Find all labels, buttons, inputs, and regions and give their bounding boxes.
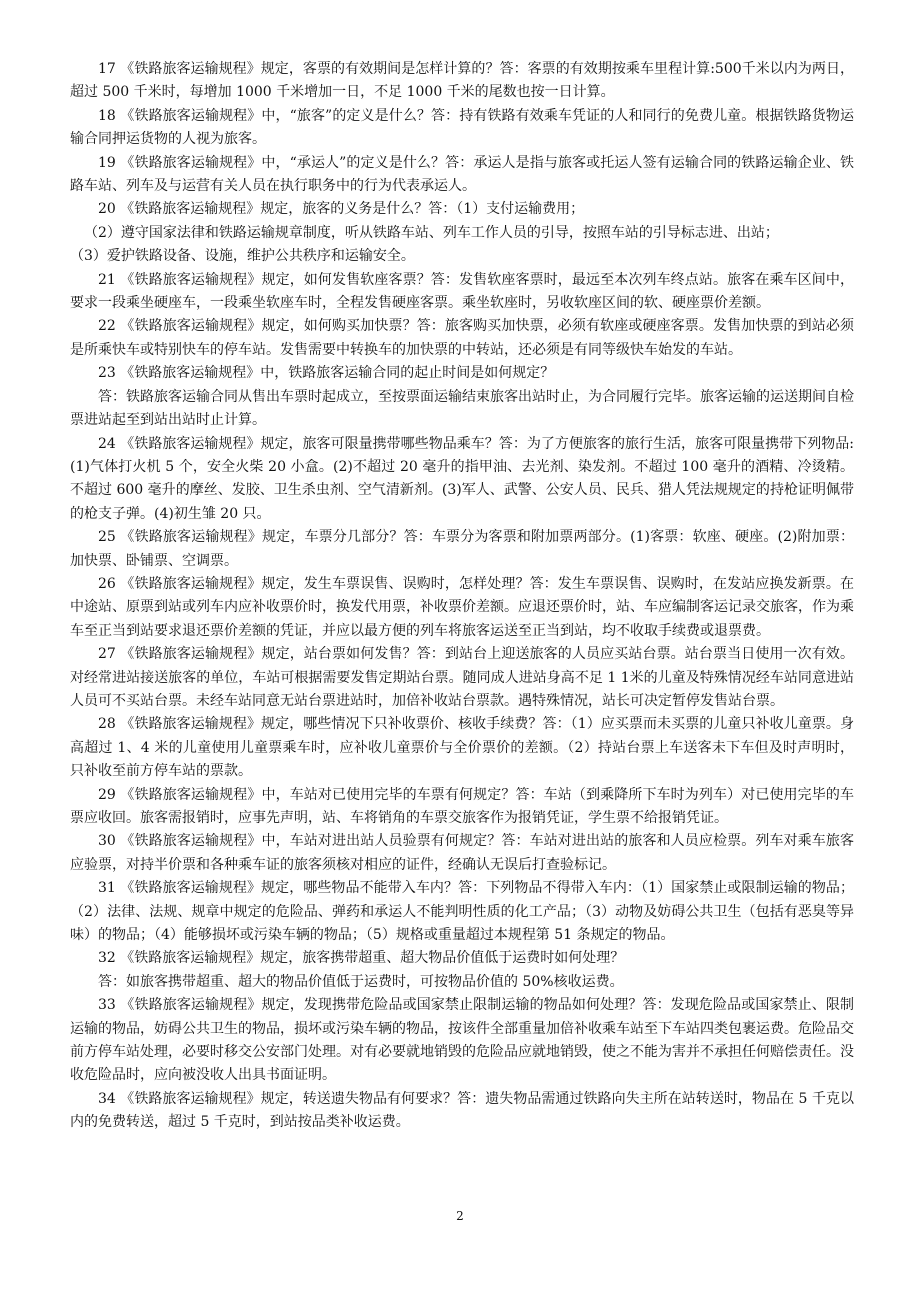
page-number: 2: [456, 1209, 464, 1223]
paragraph: 34 《铁路旅客运输规程》规定，转送遗失物品有何要求？答：遗失物品需通过铁路向失主所在站转送时，物品在 5 千克以内的免费转送，超过 5 千克时，到站按品类补收运费。: [70, 1090, 854, 1131]
paragraph: 22 《铁路旅客运输规程》规定，如何购买加快票？答：旅客购买加快票，必须有软座或硬座客票。发售加快票的到站必须是所乘快车或特别快车的停车站。发售需要中转换车的加快票的中转站，还必须是有同等级快车始发的车站。: [70, 318, 854, 358]
paragraph: 28 《铁路旅客运输规程》规定，哪些情况下只补收票价、核收手续费？答：（1）应买票而未买票的儿童只补收儿童票。身高超过 1、4 米的儿童使用儿童票乘车时，应补收儿童票价与全价票价的差额。（2）持站台票上车送客未下车但及时声明时，只补收至前方停车站的票款。: [70, 716, 854, 780]
paragraph: 31 《铁路旅客运输规程》规定，哪些物品不能带入车内？答：下列物品不得带入车内：（1）国家禁止或限制运输的物品；（2）法律、法规、规章中规定的危险品、弹药和承运人不能判明性质的化工产品；（3）动物及妨碍公共卫生（包括有恶臭等异味）的物品；（4）能够损坏或污染车辆的物品；（5）规格或重量超过本规程第 51 条规定的物品。: [70, 880, 854, 944]
paragraph: （3）爱护铁路设备、设施，维护公共秩序和运输安全。: [70, 248, 415, 265]
paragraph: 18 《铁路旅客运输规程》中，“旅客”的定义是什么？答：持有铁路有效乘车凭证的人和同行的免费儿童。根据铁路货物运输合同押运货物的人视为旅客。: [70, 107, 854, 148]
paragraph: （2）遵守国家法律和铁路运输规章制度，听从铁路车站、列车工作人员的引导，按照车站的引导标志进、出站；: [84, 224, 779, 241]
paragraph: 21 《铁路旅客运输规程》规定，如何发售软座客票？答：发售软座客票时，最远至本次列车终点站。旅客在乘车区间中，要求一段乘坐硬座车，一段乘坐软座车时，全程发售硬座客票。乘坐软座时，另收软座区间的软、硬座票价差额。: [70, 271, 854, 312]
paragraph: 26 《铁路旅客运输规程》规定，发生车票误售、误购时，怎样处理？答：发生车票误售、误购时，在发站应换发新票。在中途站、原票到站或列车内应补收票价时，换发代用票，补收票价差额。应退还票价时，站、车应编制客运记录交旅客，作为乘车至正当到站要求退还票价差额的凭证，并应以最方便的列车将旅客运送至正当到站，均不收取手续费或退票费。: [70, 575, 854, 639]
paragraph: 29 《铁路旅客运输规程》中，车站对已使用完毕的车票有何规定？答：车站（到乘降所下车时为列车）对已使用完毕的车票应收回。旅客需报销时，应事先声明，站、车将销角的车票交旅客作为报销凭证，学生票不给报销凭证。: [70, 786, 854, 826]
paragraph: 27 《铁路旅客运输规程》规定，站台票如何发售？答：到站台上迎送旅客的人员应买站台票。站台票当日使用一次有效。对经常进站接送旅客的单位，车站可根据需要发售定期站台票。随同成人进站身高不足 1 1米的儿童及特殊情况经车站同意进站人员可不买站台票。未经车站同意无站台票进站时，加倍补收站台票款。遇特殊情况，站长可决定暂停发售站台票。: [70, 646, 854, 709]
paragraph: 30 《铁路旅客运输规程》中，车站对进出站人员验票有何规定？答：车站对进出站的旅客和人员应检票。列车对乘车旅客应验票，对持半价票和各种乘车证的旅客须核对相应的证件，经确认无误后打查验标记。: [70, 833, 854, 873]
paragraph: 17 《铁路旅客运输规程》规定，客票的有效期间是怎样计算的？答：客票的有效期按乘车里程计算:500千米以内为两日，超过 500 千米时，每增加 1000 千米增加一日，不足 1000 千米的尾数也按一日计算。: [70, 61, 854, 101]
paragraph: 33 《铁路旅客运输规程》规定，发现携带危险品或国家禁止限制运输的物品如何处理？答：发现危险品或国家禁止、限制运输的物品，妨碍公共卫生的物品，损坏或污染车辆的物品，按该件全部重量加倍补收乘车站至下车站四类包裹运费。危险品交前方停车站处理，必要时移交公安部门处理。对有必要就地销毁的危险品应就地销毁，使之不能为害并不承担任何赔偿责任。没收危险品时，应向被没收人出具书面证明。: [70, 997, 854, 1084]
paragraph: 20 《铁路旅客运输规程》规定，旅客的义务是什么？答：（1）支付运输费用；: [98, 201, 585, 218]
paragraph: 23 《铁路旅客运输规程》中，铁路旅客运输合同的起止时间是如何规定？: [98, 365, 555, 382]
paragraph: 19 《铁路旅客运输规程》中，“承运人”的定义是什么？答：承运人是指与旅客或托运人签有运输合同的铁路运输企业、铁路车站、列车及与运营有关人员在执行职务中的行为代表承运人。: [70, 154, 854, 195]
document-body: [70, 58, 854, 1135]
paragraph: 答：如旅客携带超重、超大的物品价值低于运费时，可按物品价值的 50%核收运费。: [98, 973, 624, 990]
paragraph: 答：铁路旅客运输合同从售出车票时起成立，至按票面运输结束旅客出站时止，为合同履行完毕。旅客运输的运送期间自检票进站起至到站出站时止计算。: [70, 388, 854, 429]
paragraph: 24 《铁路旅客运输规程》规定，旅客可限量携带哪些物品乘车？答：为了方便旅客的旅行生活，旅客可限量携带下列物品:(1)气体打火机 5 个，安全火柴 20 小盒。(2)不超过 20 毫升的指甲油、去光剂、染发剂。不超过 100 毫升的酒精、冷烫精。不超过 600 毫升的摩丝、发胶、卫生杀虫剂、空气清新剂。(3)军人、武警、公安人员、民兵、猎人凭法规规定的持枪证明佩带的枪支子弹。(4)初生雏 20 只。: [70, 435, 854, 522]
paragraph: 32 《铁路旅客运输规程》规定，旅客携带超重、超大物品价值低于运费时如何处理？: [98, 950, 625, 967]
paragraph: 25 《铁路旅客运输规程》规定，车票分几部分？答：车票分为客票和附加票两部分。(1)客票：软座、硬座。(2)附加票：加快票、卧铺票、空调票。: [70, 529, 854, 569]
